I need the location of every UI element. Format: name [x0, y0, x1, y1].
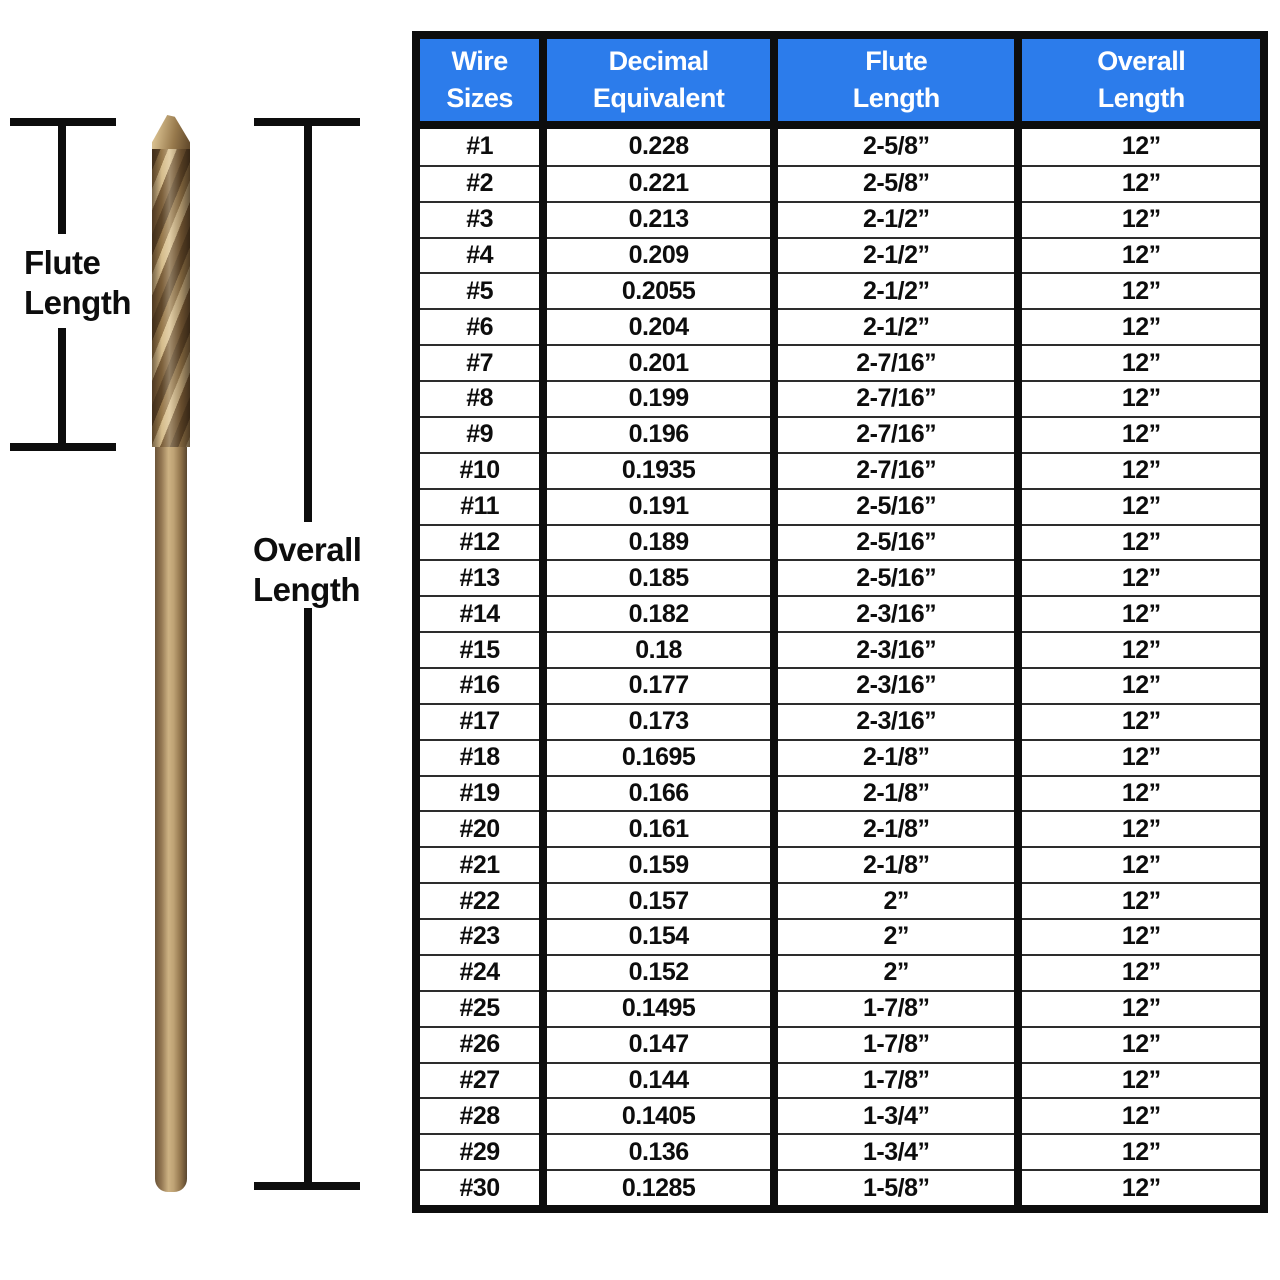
wire-size-cell: #13 [420, 559, 539, 595]
overall-length-cell: 12” [1022, 201, 1260, 237]
overall-length-cell: 12” [1022, 129, 1260, 165]
wire-size-cell: #24 [420, 954, 539, 990]
flute-length-cell: 1-7/8” [778, 990, 1015, 1026]
size-chart-table [412, 31, 1268, 1213]
drill-bit-image [152, 115, 190, 1192]
flute-bracket-bottom-bar [10, 443, 116, 451]
flute-length-cell: 2” [778, 954, 1015, 990]
overall-length-label [253, 530, 361, 610]
drill-bit-flutes [152, 149, 190, 447]
wire-size-cell: #18 [420, 739, 539, 775]
overall-length-cell: 12” [1022, 1062, 1260, 1098]
flute-length-cell: 2-7/16” [778, 344, 1015, 380]
header-cell-wire-sizes [420, 39, 539, 121]
overall-length-cell: 12” [1022, 882, 1260, 918]
overall-length-cell: 12” [1022, 631, 1260, 667]
wire-size-cell: #6 [420, 308, 539, 344]
flute-length-cell: 1-7/8” [778, 1062, 1015, 1098]
overall-length-cell: 12” [1022, 1133, 1260, 1169]
flute-length-cell: 2-3/16” [778, 595, 1015, 631]
flute-length-cell: 2-1/8” [778, 846, 1015, 882]
flute-length-label-line1: Flute [24, 244, 101, 281]
decimal-equivalent-cell: 0.1695 [547, 739, 770, 775]
decimal-equivalent-cell: 0.213 [547, 201, 770, 237]
flute-length-cell: 1-5/8” [778, 1169, 1015, 1205]
wire-size-cell: #8 [420, 380, 539, 416]
overall-length-cell: 12” [1022, 452, 1260, 488]
decimal-equivalent-cell: 0.2055 [547, 272, 770, 308]
decimal-equivalent-cell: 0.161 [547, 810, 770, 846]
decimal-equivalent-cell: 0.209 [547, 237, 770, 273]
decimal-equivalent-cell: 0.196 [547, 416, 770, 452]
overall-length-cell: 12” [1022, 344, 1260, 380]
flute-length-cell: 1-3/4” [778, 1097, 1015, 1133]
wire-size-cell: #15 [420, 631, 539, 667]
wire-size-cell: #30 [420, 1169, 539, 1205]
overall-length-cell: 12” [1022, 703, 1260, 739]
overall-length-label-line1: Overall [253, 531, 362, 568]
decimal-equivalent-cell: 0.201 [547, 344, 770, 380]
wire-size-cell: #29 [420, 1133, 539, 1169]
table-body [420, 129, 1260, 1205]
decimal-equivalent-cell: 0.191 [547, 488, 770, 524]
overall-length-cell: 12” [1022, 990, 1260, 1026]
wire-size-cell: #1 [420, 129, 539, 165]
overall-length-cell: 12” [1022, 272, 1260, 308]
wire-size-cell: #23 [420, 918, 539, 954]
flute-length-cell: 2” [778, 918, 1015, 954]
header-flute-line2: Length [852, 83, 940, 113]
flute-length-cell: 2-5/16” [778, 524, 1015, 560]
decimal-equivalent-cell: 0.204 [547, 308, 770, 344]
overall-length-cell: 12” [1022, 667, 1260, 703]
overall-length-cell: 12” [1022, 775, 1260, 811]
flute-length-cell: 2-1/2” [778, 237, 1015, 273]
flute-length-cell: 2-1/2” [778, 272, 1015, 308]
flute-length-cell: 2-1/8” [778, 739, 1015, 775]
wire-size-cell: #10 [420, 452, 539, 488]
wire-size-cell: #22 [420, 882, 539, 918]
decimal-equivalent-cell: 0.199 [547, 380, 770, 416]
wire-size-cell: #9 [420, 416, 539, 452]
table-header-row [420, 39, 1260, 121]
overall-length-cell: 12” [1022, 1026, 1260, 1062]
header-decimal-line1: Decimal [608, 46, 709, 76]
flute-bracket-upper-tick [58, 126, 66, 234]
overall-length-cell: 12” [1022, 1169, 1260, 1205]
overall-length-cell: 12” [1022, 524, 1260, 560]
overall-bracket-bottom-bar [254, 1182, 360, 1190]
drill-bit-tip [152, 115, 190, 149]
wire-size-cell: #14 [420, 595, 539, 631]
overall-length-cell: 12” [1022, 308, 1260, 344]
header-overall-line1: Overall [1097, 46, 1186, 76]
decimal-equivalent-cell: 0.152 [547, 954, 770, 990]
overall-bracket-upper-line [304, 126, 312, 522]
flute-length-cell: 2-5/16” [778, 559, 1015, 595]
overall-length-cell: 12” [1022, 416, 1260, 452]
overall-length-cell: 12” [1022, 739, 1260, 775]
wire-size-cell: #21 [420, 846, 539, 882]
overall-bracket-lower-line [304, 608, 312, 1182]
decimal-equivalent-cell: 0.221 [547, 165, 770, 201]
wire-size-cell: #17 [420, 703, 539, 739]
wire-size-cell: #2 [420, 165, 539, 201]
overall-length-cell: 12” [1022, 559, 1260, 595]
flute-length-cell: 2” [778, 882, 1015, 918]
wire-size-cell: #11 [420, 488, 539, 524]
flute-bracket-top-bar [10, 118, 116, 126]
overall-length-cell: 12” [1022, 810, 1260, 846]
flute-length-cell: 2-3/16” [778, 667, 1015, 703]
flute-length-cell: 2-5/8” [778, 165, 1015, 201]
wire-size-cell: #3 [420, 201, 539, 237]
overall-length-cell: 12” [1022, 165, 1260, 201]
overall-length-label-line2: Length [253, 571, 360, 608]
flute-length-cell: 2-7/16” [778, 380, 1015, 416]
flute-length-label-line2: Length [24, 284, 131, 321]
decimal-equivalent-cell: 0.1935 [547, 452, 770, 488]
overall-length-cell: 12” [1022, 846, 1260, 882]
decimal-equivalent-cell: 0.136 [547, 1133, 770, 1169]
decimal-equivalent-cell: 0.173 [547, 703, 770, 739]
wire-size-cell: #12 [420, 524, 539, 560]
overall-length-cell: 12” [1022, 380, 1260, 416]
overall-bracket-top-bar [254, 118, 360, 126]
wire-size-cell: #4 [420, 237, 539, 273]
decimal-equivalent-cell: 0.147 [547, 1026, 770, 1062]
flute-length-cell: 2-5/8” [778, 129, 1015, 165]
decimal-equivalent-cell: 0.1285 [547, 1169, 770, 1205]
header-overall-line2: Length [1097, 83, 1185, 113]
decimal-equivalent-cell: 0.182 [547, 595, 770, 631]
overall-length-cell: 12” [1022, 237, 1260, 273]
flute-length-cell: 2-3/16” [778, 631, 1015, 667]
header-cell-decimal-equivalent [547, 39, 770, 121]
flute-length-cell: 1-7/8” [778, 1026, 1015, 1062]
header-wire-line2: Sizes [446, 83, 513, 113]
decimal-equivalent-cell: 0.144 [547, 1062, 770, 1098]
decimal-equivalent-cell: 0.185 [547, 559, 770, 595]
flute-length-cell: 2-7/16” [778, 452, 1015, 488]
overall-length-cell: 12” [1022, 1097, 1260, 1133]
flute-length-cell: 2-5/16” [778, 488, 1015, 524]
wire-size-cell: #26 [420, 1026, 539, 1062]
wire-size-cell: #28 [420, 1097, 539, 1133]
header-decimal-line2: Equivalent [592, 83, 725, 113]
decimal-equivalent-cell: 0.166 [547, 775, 770, 811]
flute-length-cell: 2-1/8” [778, 810, 1015, 846]
header-cell-flute-length [778, 39, 1015, 121]
flute-length-label [24, 243, 131, 323]
flute-length-cell: 2-1/8” [778, 775, 1015, 811]
wire-size-cell: #27 [420, 1062, 539, 1098]
overall-length-cell: 12” [1022, 595, 1260, 631]
wire-size-cell: #7 [420, 344, 539, 380]
wire-size-cell: #16 [420, 667, 539, 703]
flute-length-cell: 1-3/4” [778, 1133, 1015, 1169]
decimal-equivalent-cell: 0.157 [547, 882, 770, 918]
wire-size-cell: #25 [420, 990, 539, 1026]
wire-size-cell: #5 [420, 272, 539, 308]
decimal-equivalent-cell: 0.18 [547, 631, 770, 667]
decimal-equivalent-cell: 0.228 [547, 129, 770, 165]
overall-length-cell: 12” [1022, 918, 1260, 954]
flute-length-cell: 2-1/2” [778, 308, 1015, 344]
decimal-equivalent-cell: 0.189 [547, 524, 770, 560]
decimal-equivalent-cell: 0.177 [547, 667, 770, 703]
overall-length-cell: 12” [1022, 488, 1260, 524]
drill-bit-shank [155, 447, 187, 1192]
flute-length-cell: 2-1/2” [778, 201, 1015, 237]
header-flute-line1: Flute [865, 46, 928, 76]
decimal-equivalent-cell: 0.154 [547, 918, 770, 954]
decimal-equivalent-cell: 0.1495 [547, 990, 770, 1026]
flute-length-cell: 2-3/16” [778, 703, 1015, 739]
header-cell-overall-length [1022, 39, 1260, 121]
wire-size-cell: #19 [420, 775, 539, 811]
flute-bracket-lower-tick [58, 328, 66, 444]
flute-length-cell: 2-7/16” [778, 416, 1015, 452]
decimal-equivalent-cell: 0.1405 [547, 1097, 770, 1133]
wire-size-cell: #20 [420, 810, 539, 846]
decimal-equivalent-cell: 0.159 [547, 846, 770, 882]
overall-length-cell: 12” [1022, 954, 1260, 990]
header-wire-line1: Wire [451, 46, 508, 76]
